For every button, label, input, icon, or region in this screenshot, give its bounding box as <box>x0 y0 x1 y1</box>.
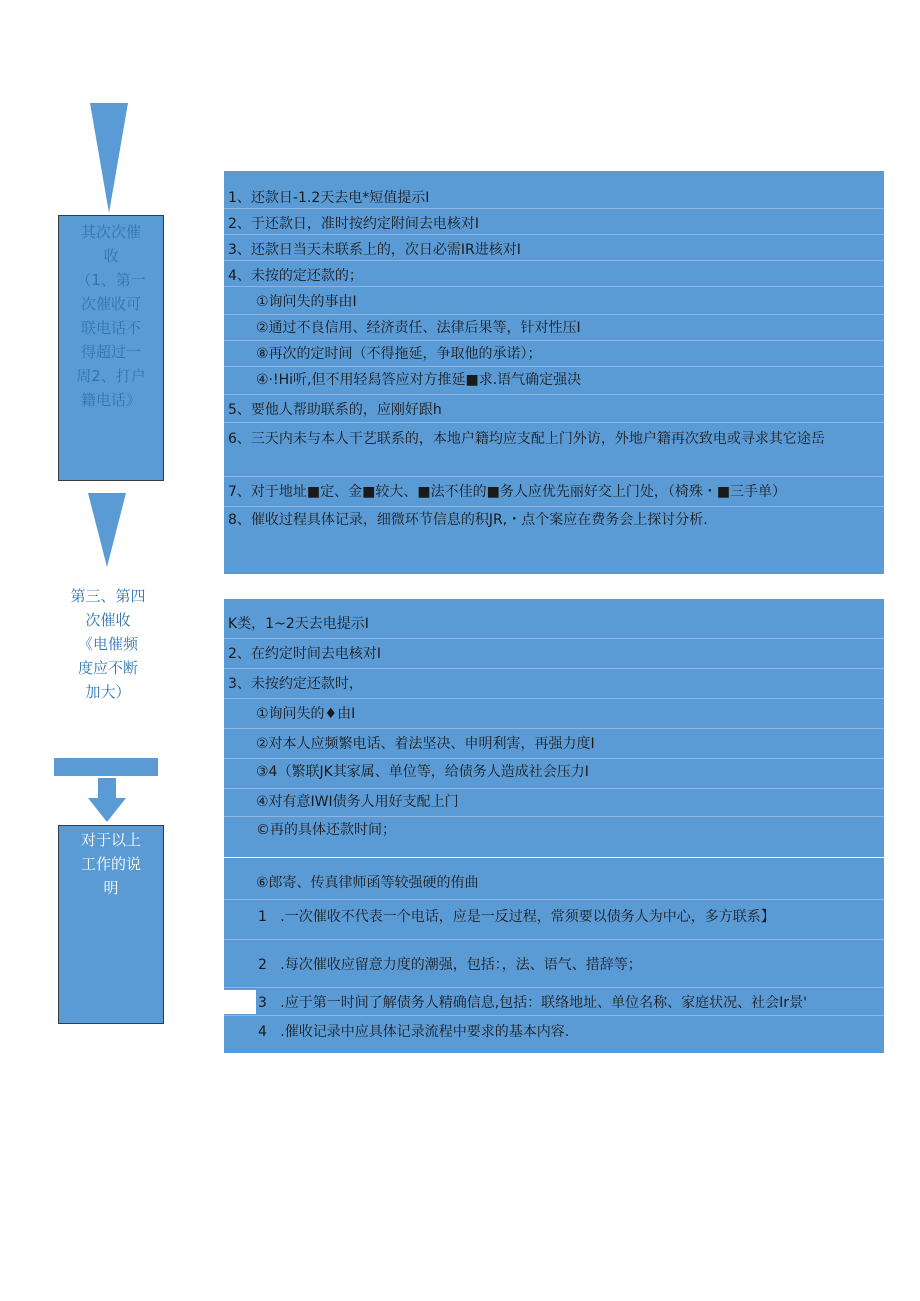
panel1-row: 1、还款日-1.2天去电*短值提示I <box>224 185 884 209</box>
notes-box <box>58 825 164 1024</box>
note-text: .每次催收应留意力度的潮强，包括：，法、语气、措辞等； <box>280 957 642 973</box>
step2-content-panel <box>224 171 884 574</box>
step3-label <box>58 584 158 704</box>
step3-content-panel <box>224 599 884 857</box>
panel2-subrow: ②对本人应频繁电话、着法坚决、申明利害，再强力度I <box>224 731 884 759</box>
step3-line: 度应不断 <box>77 659 138 677</box>
step3-line: 第三、第四 <box>70 587 146 605</box>
notes-line: 工作的说 <box>80 855 141 873</box>
panel2-row: K类，1~2天去电提示I <box>224 611 884 639</box>
step2-line: 周2、打户 <box>76 367 146 385</box>
note-number: 2 <box>258 957 267 973</box>
panel2-subrow: ③4（繁联JK其家属、单位等，给债务人造成社会压力I <box>224 759 884 789</box>
note-text: .催收记录中应具体记录流程中要求的基本内容. <box>280 1024 570 1040</box>
note-number: 1 <box>258 909 267 925</box>
panel1-row: 4、未按的定还款的； <box>224 263 884 287</box>
panel1-row: 7、对于地址■定、金■较大、■法不佳的■务人应优先丽好交上门处，（椅殊・■三手单） <box>224 479 884 507</box>
note-number: 3 <box>258 995 267 1011</box>
panel1-subrow: ④·!Hi听,但不用轻舄答应对方推延■求.语气确定强决 <box>224 367 884 395</box>
block-arrow-down-icon <box>88 778 128 824</box>
step2-line: 得超过一 <box>80 343 141 361</box>
step3-line: 加大） <box>85 683 131 701</box>
note-item <box>224 942 884 988</box>
panel1-row: 6、三天内未与本人干艺联系的，本地户籍均应支配上门外访，外地户籍再次致电或寻求其它途岳 <box>224 425 884 477</box>
notes-content-panel <box>224 858 884 1053</box>
step2-line: 其次次催 <box>80 223 141 241</box>
step3-line: 次催收 <box>85 611 131 629</box>
panel1-subrow: ①询问失的事由I <box>224 289 884 315</box>
step2-line: 籍电话》 <box>80 391 141 409</box>
panel2-subrow: ①询问失的♦由I <box>224 701 884 729</box>
step2-line: （1、第一 <box>76 271 146 289</box>
panel1-row: 5、要他人帮助联系的，应刚好跟h <box>224 397 884 423</box>
note-item <box>224 1018 884 1046</box>
note-text: .应于第一时间了解债务人精确信息,包括：联络地址、单位名称、家庭状况、社会Ir景' <box>280 995 807 1011</box>
panel2-row: 3、未按约定还款时， <box>224 671 884 699</box>
panel1-row: 3、还款日当天未联系上的，次日必需IR进核对I <box>224 237 884 261</box>
step2-line: 收 <box>103 247 119 265</box>
panel2-row: 2、在约定时间去电核对I <box>224 641 884 669</box>
step3-line: 《电催频 <box>77 635 138 653</box>
note-item <box>224 990 884 1016</box>
panel1-row: 2、于还款日，准时按约定附间去电核对I <box>224 211 884 235</box>
panel1-subrow: ⑧再次的定时间（不得拖延，争取他的承诺）； <box>224 341 884 367</box>
panel2-subrow: ④对有意IWI债务人用好支配上门 <box>224 789 884 817</box>
note-item <box>224 902 884 940</box>
step2-box <box>58 215 164 481</box>
down-arrow-icon <box>90 103 130 215</box>
panel1-row: 8、催收过程具体记录，细微环节信息的积JR,・点个案应在费务会上探讨分析. <box>228 512 708 528</box>
divider-bar <box>54 758 158 776</box>
note-text: .一次催收不代表一个电话，应是一反过程，常须要以债务人为中心，多方联系】 <box>280 909 775 925</box>
down-arrow-icon <box>88 493 128 569</box>
note-number: 4 <box>258 1024 267 1040</box>
notes-line: 对于以上 <box>80 831 141 849</box>
panel2-subrow: ©再的具体还款时间； <box>256 822 396 838</box>
step2-line: 次催收可 <box>80 295 141 313</box>
step2-line: 联电话不 <box>80 319 141 337</box>
panel2-subrow: ⑥郎寄、传真律师函等较强硬的侑曲 <box>224 870 884 900</box>
notes-line: 明 <box>103 879 119 897</box>
panel1-subrow: ②通过不良信用、经济责任、法律后果等，针对性压I <box>224 315 884 341</box>
